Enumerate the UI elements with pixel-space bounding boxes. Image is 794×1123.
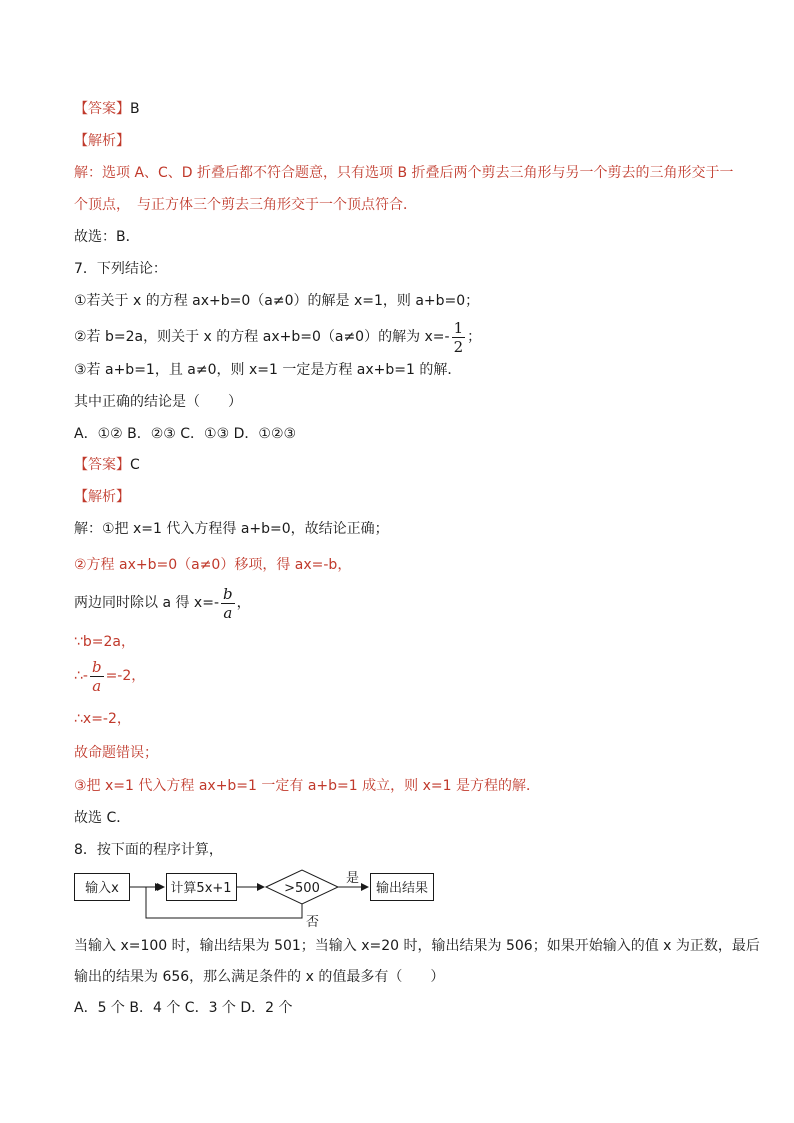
- line-5-end: =-2，: [105, 668, 146, 684]
- solution-7-line-5: [74, 657, 145, 695]
- fraction-one-half: [452, 319, 466, 356]
- analysis-6-heading: 【解析】: [74, 133, 130, 149]
- question-7-prompt: 其中正确的结论是（ ）: [74, 394, 242, 410]
- fraction-numerator: b: [223, 584, 233, 603]
- solution-7-line-4: ∵b=2a，: [74, 634, 136, 650]
- solution-7-line-8: ③把 x=1 代入方程 ax+b=1 一定有 a+b=1 成立，则 x=1 是方程的解．: [74, 778, 540, 794]
- analysis-7-heading: 【解析】: [74, 489, 130, 505]
- solution-6-line-1: 解：选项 A、C、D 折叠后都不符合题意，只有选项 B 折叠后两个剪去三角形与另一个剪去的三角形交于一: [74, 165, 734, 181]
- fraction-denominator: a: [221, 603, 235, 622]
- answer-bracket: 【答案】: [74, 101, 130, 117]
- answer-value: B: [130, 101, 140, 117]
- fraction-numerator: 1: [453, 318, 464, 337]
- solution-7-line-3: [74, 584, 251, 622]
- question-7-conclusion-2: [74, 318, 481, 356]
- fraction-b-over-a: [90, 658, 104, 695]
- solution-6-line-2: 个顶点， 与正方体三个剪去三角形交于一个顶点符合．: [74, 197, 417, 213]
- conclusion-2-end: ；: [467, 329, 482, 345]
- question-7-conclusion-3: ③若 a+b=1，且 a≠0，则 x=1 一定是方程 ax+b=1 的解．: [74, 362, 462, 378]
- yes-label: 是: [346, 871, 360, 886]
- no-label: 否: [306, 915, 320, 928]
- question-7-conclusion-1: ①若关于 x 的方程 ax+b=0（a≠0）的解是 x=1，则 a+b=0；: [74, 293, 480, 309]
- question-8-description-2: 输出的结果为 656，那么满足条件的 x 的值最多有（ ）: [74, 969, 445, 985]
- solution-7-line-1: 解：①把 x=1 代入方程得 a+b=0，故结论正确；: [74, 521, 389, 537]
- flowchart-svg: [74, 868, 444, 928]
- fraction-b-over-a: [221, 585, 235, 622]
- question-8-description-1: 当输入 x=100 时，输出结果为 501；当输入 x=20 时，输出结果为 506；如果开始输入的值 x 为正数，最后: [74, 938, 760, 954]
- program-flowchart: [74, 868, 444, 928]
- answer-7-line: [74, 455, 140, 475]
- answer-value: C: [130, 457, 140, 473]
- solution-6-choose: 故选：B．: [74, 229, 140, 245]
- question-7-options: A．①② B．②③ C．①③ D．①②③: [74, 426, 297, 442]
- condition-label: >500: [284, 881, 320, 896]
- output-box-label: 输出结果: [375, 881, 429, 896]
- input-box-label: 输入x: [85, 881, 119, 896]
- fraction-denominator: 2: [453, 337, 464, 356]
- line-3-text: 两边同时除以 a 得 x=-: [74, 595, 219, 611]
- question-7-stem: 7．下列结论：: [74, 261, 167, 277]
- answer-6-line: [74, 99, 140, 119]
- question-8-stem: 8．按下面的程序计算，: [74, 842, 223, 858]
- answer-bracket: 【答案】: [74, 457, 130, 473]
- solution-7-line-6: ∴x=-2，: [74, 711, 131, 727]
- line-3-end: ，: [236, 595, 251, 611]
- fraction-denominator: a: [90, 676, 104, 695]
- question-8-options: A．5 个 B．4 个 C．3 个 D．2 个: [74, 1000, 293, 1016]
- compute-box-label: 计算5x+1: [170, 881, 232, 896]
- conclusion-2-text: ②若 b=2a，则关于 x 的方程 ax+b=0（a≠0）的解为 x=-: [74, 329, 450, 345]
- solution-7-line-7: 故命题错误；: [74, 745, 158, 761]
- line-5-text: ∴-: [74, 668, 88, 684]
- solution-7-choose: 故选 C．: [74, 810, 131, 826]
- solution-7-line-2: ②方程 ax+b=0（a≠0）移项，得 ax=-b，: [74, 557, 352, 573]
- fraction-numerator: b: [91, 657, 102, 676]
